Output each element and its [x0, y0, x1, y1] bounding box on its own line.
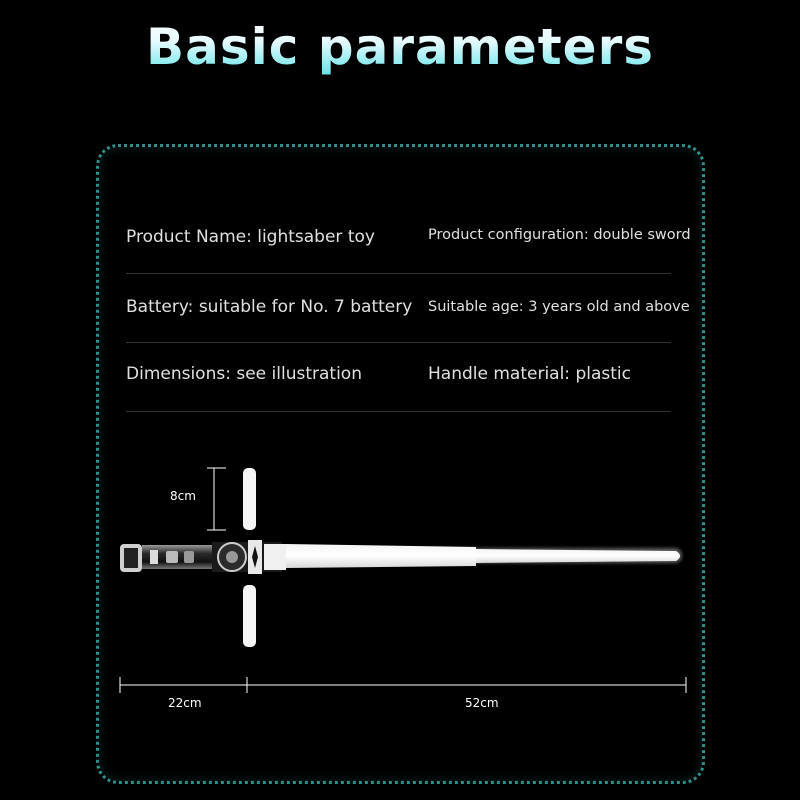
- product-configuration: Product configuration: double sword: [428, 227, 691, 243]
- length-dimension-line: [120, 677, 686, 693]
- main-blade: [286, 544, 682, 568]
- product-name: Product Name: lightsaber toy: [126, 227, 375, 247]
- crossguard-dimension-label: 8cm: [170, 489, 196, 503]
- crossguard-dimension-line: [207, 468, 226, 530]
- battery: Battery: suitable for No. 7 battery: [126, 297, 413, 317]
- handle-dimension-label: 22cm: [168, 696, 202, 710]
- page-title: Basic parameters: [0, 18, 800, 76]
- dimensions: Dimensions: see illustration: [126, 364, 362, 384]
- blade-dimension-label: 52cm: [465, 696, 499, 710]
- suitable-age: Suitable age: 3 years old and above: [428, 299, 690, 315]
- hilt: [120, 540, 286, 574]
- handle-material: Handle material: plastic: [428, 364, 631, 384]
